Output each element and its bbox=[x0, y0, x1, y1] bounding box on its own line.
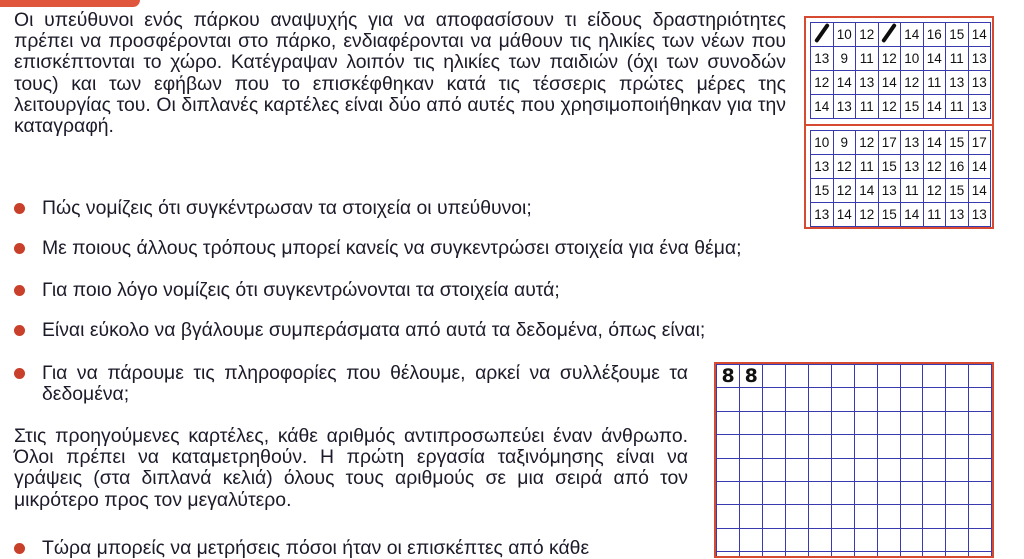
grid-cell[interactable] bbox=[763, 411, 786, 434]
grid-cell[interactable] bbox=[763, 528, 786, 551]
grid-cell[interactable] bbox=[969, 528, 992, 551]
grid-cell[interactable] bbox=[854, 458, 877, 481]
card-cell: 13 bbox=[968, 71, 991, 95]
grid-cell[interactable] bbox=[946, 458, 969, 481]
card-cell: 14 bbox=[968, 179, 991, 203]
grid-row bbox=[717, 505, 992, 528]
card-cell: 11 bbox=[856, 47, 879, 71]
grid-row bbox=[717, 365, 992, 388]
card-cell: 14 bbox=[878, 71, 901, 95]
grid-cell[interactable] bbox=[854, 505, 877, 528]
grid-cell[interactable] bbox=[877, 505, 900, 528]
grid-cell[interactable] bbox=[923, 435, 946, 458]
record-card-2 bbox=[810, 130, 991, 227]
card-cell: 13 bbox=[946, 203, 969, 227]
grid-cell[interactable] bbox=[923, 365, 946, 388]
grid-cell[interactable] bbox=[877, 481, 900, 504]
grid-cell[interactable] bbox=[831, 552, 854, 558]
grid-cell[interactable] bbox=[763, 388, 786, 411]
card-cell: 15 bbox=[901, 95, 924, 119]
grid-cell[interactable] bbox=[717, 552, 740, 558]
grid-cell[interactable] bbox=[786, 505, 809, 528]
grid-cell[interactable]: 8 bbox=[740, 365, 763, 388]
card-cell: 12 bbox=[811, 71, 834, 95]
grid-cell[interactable] bbox=[786, 528, 809, 551]
grid-cell[interactable] bbox=[969, 388, 992, 411]
card-cell: 16 bbox=[946, 155, 969, 179]
grid-cell[interactable] bbox=[900, 505, 923, 528]
card-cell: 15 bbox=[878, 203, 901, 227]
grid-cell[interactable] bbox=[831, 505, 854, 528]
grid-cell[interactable] bbox=[717, 435, 740, 458]
grid-cell[interactable] bbox=[809, 435, 832, 458]
card-cell: 14 bbox=[833, 203, 856, 227]
card-row bbox=[811, 131, 991, 155]
card-cell: 12 bbox=[878, 47, 901, 71]
grid-cell[interactable] bbox=[763, 365, 786, 388]
card-cell: 12 bbox=[833, 155, 856, 179]
grid-cell[interactable] bbox=[717, 481, 740, 504]
grid-cell[interactable] bbox=[809, 411, 832, 434]
card-cell: 15 bbox=[811, 179, 834, 203]
grid-cell[interactable] bbox=[877, 552, 900, 558]
grid-cell[interactable] bbox=[717, 505, 740, 528]
card-cell: 11 bbox=[946, 47, 969, 71]
grid-cell[interactable] bbox=[809, 388, 832, 411]
card-cell: 11 bbox=[901, 179, 924, 203]
grid-cell[interactable] bbox=[877, 528, 900, 551]
card-cell: 16 bbox=[923, 23, 946, 47]
card-cell: 12 bbox=[856, 131, 879, 155]
grid-cell[interactable] bbox=[831, 528, 854, 551]
grid-cell[interactable] bbox=[740, 411, 763, 434]
grid-cell[interactable] bbox=[900, 388, 923, 411]
grid-cell[interactable] bbox=[854, 528, 877, 551]
grid-cell[interactable] bbox=[763, 552, 786, 558]
card-cell: 11 bbox=[856, 155, 879, 179]
grid-cell[interactable] bbox=[946, 435, 969, 458]
grid-cell[interactable]: 8 bbox=[717, 365, 740, 388]
grid-cell[interactable] bbox=[763, 435, 786, 458]
card-row bbox=[811, 71, 991, 95]
bullet-dot-icon bbox=[14, 285, 25, 296]
question-text: Πώς νομίζεις ότι συγκέντρωσαν τα στοιχεία οι υπεύθυνοι; bbox=[42, 197, 532, 219]
grid-cell[interactable] bbox=[923, 505, 946, 528]
card-cell: 13 bbox=[811, 47, 834, 71]
grid-cell[interactable] bbox=[786, 458, 809, 481]
card-cell: 13 bbox=[833, 95, 856, 119]
card-cell: 15 bbox=[946, 179, 969, 203]
card-cell: 10 bbox=[901, 47, 924, 71]
question-text: Με ποιους άλλους τρόπους μπορεί κανείς να συγκεντρώσει στοιχεία για ένα θέμα; bbox=[42, 237, 742, 259]
grid-cell[interactable] bbox=[969, 505, 992, 528]
grid-cell[interactable] bbox=[969, 365, 992, 388]
grid-cell[interactable] bbox=[717, 411, 740, 434]
grid-cell[interactable] bbox=[946, 552, 969, 558]
card-cell: 12 bbox=[901, 71, 924, 95]
age-record-cards bbox=[804, 16, 994, 229]
grid-row bbox=[717, 528, 992, 551]
grid-cell[interactable] bbox=[923, 481, 946, 504]
card-cell: 17 bbox=[968, 131, 991, 155]
question-text: Για ποιο λόγο νομίζεις ότι συγκεντρώνονται τα στοιχεία αυτά; bbox=[42, 279, 560, 301]
grid-cell[interactable] bbox=[763, 481, 786, 504]
grid-cell[interactable] bbox=[740, 458, 763, 481]
card-cell: 13 bbox=[811, 155, 834, 179]
grid-cell[interactable] bbox=[831, 411, 854, 434]
card-cell: 15 bbox=[878, 155, 901, 179]
strike-mark-icon bbox=[879, 23, 899, 43]
grid-row bbox=[717, 458, 992, 481]
grid-cell[interactable] bbox=[923, 388, 946, 411]
grid-cell[interactable] bbox=[969, 481, 992, 504]
grid-cell[interactable] bbox=[763, 458, 786, 481]
card-cell: 15 bbox=[946, 131, 969, 155]
grid-cell[interactable] bbox=[854, 435, 877, 458]
grid-cell[interactable] bbox=[809, 458, 832, 481]
grid-cell[interactable] bbox=[809, 481, 832, 504]
grid-cell[interactable] bbox=[740, 435, 763, 458]
grid-cell[interactable] bbox=[877, 365, 900, 388]
card-cell: 11 bbox=[923, 203, 946, 227]
card-cell: 17 bbox=[878, 131, 901, 155]
card-cell: 13 bbox=[901, 155, 924, 179]
grid-cell[interactable] bbox=[923, 411, 946, 434]
grid-cell[interactable] bbox=[854, 365, 877, 388]
grid-cell[interactable] bbox=[831, 365, 854, 388]
grid-row bbox=[717, 481, 992, 504]
grid-cell[interactable] bbox=[946, 365, 969, 388]
card-cell: 14 bbox=[968, 155, 991, 179]
card-row bbox=[811, 23, 991, 47]
bullet-dot-icon bbox=[14, 368, 25, 379]
card-cell: 13 bbox=[856, 71, 879, 95]
grid-cell[interactable] bbox=[900, 458, 923, 481]
grid-cell[interactable] bbox=[740, 481, 763, 504]
card-row bbox=[811, 155, 991, 179]
card-cell: 11 bbox=[923, 71, 946, 95]
card-cell: 13 bbox=[968, 203, 991, 227]
grid-cell[interactable] bbox=[946, 388, 969, 411]
grid-cell[interactable] bbox=[717, 388, 740, 411]
grid-cell[interactable] bbox=[946, 481, 969, 504]
grid-cell[interactable] bbox=[900, 481, 923, 504]
card-cell: 9 bbox=[833, 47, 856, 71]
card-cell: 14 bbox=[856, 179, 879, 203]
grid-cell[interactable] bbox=[831, 388, 854, 411]
card-cell: 13 bbox=[946, 71, 969, 95]
card-cell: 14 bbox=[923, 47, 946, 71]
question-text: Για να πάρουμε τις πληροφορίες που θέλουμε, αρκεί να συλλέξουμε τα δεδομένα; bbox=[42, 362, 688, 406]
grid-cell[interactable] bbox=[831, 481, 854, 504]
card-cell: 9 bbox=[833, 131, 856, 155]
grid-cell[interactable] bbox=[946, 505, 969, 528]
bullet-dot-icon bbox=[14, 543, 25, 554]
card-cell: 14 bbox=[833, 71, 856, 95]
grid-cell[interactable] bbox=[854, 552, 877, 558]
grid-cell[interactable] bbox=[877, 411, 900, 434]
grid-row bbox=[717, 388, 992, 411]
strike-mark-icon bbox=[812, 23, 832, 43]
card-cell bbox=[811, 23, 834, 47]
card-cell: 12 bbox=[923, 155, 946, 179]
card-row bbox=[811, 95, 991, 119]
grid-cell[interactable] bbox=[900, 528, 923, 551]
card-cell: 14 bbox=[968, 23, 991, 47]
grid-cell[interactable] bbox=[786, 435, 809, 458]
grid-cell[interactable] bbox=[831, 458, 854, 481]
question-text: Τώρα μπορείς να μετρήσεις πόσοι ήταν οι επισκέπτες από κάθε bbox=[42, 537, 590, 559]
grid-cell[interactable] bbox=[946, 411, 969, 434]
grid-cell[interactable] bbox=[809, 552, 832, 558]
grid-cell[interactable] bbox=[969, 552, 992, 558]
grid-cell[interactable] bbox=[740, 528, 763, 551]
grid-cell[interactable] bbox=[877, 435, 900, 458]
card-cell: 11 bbox=[856, 95, 879, 119]
grid-cell[interactable] bbox=[717, 528, 740, 551]
bullet-dot-icon bbox=[14, 243, 25, 254]
grid-row bbox=[717, 435, 992, 458]
card-row bbox=[811, 179, 991, 203]
card-cell: 13 bbox=[878, 179, 901, 203]
grid-cell[interactable] bbox=[740, 552, 763, 558]
grid-cell[interactable] bbox=[717, 458, 740, 481]
grid-cell[interactable] bbox=[946, 528, 969, 551]
grid-cell[interactable] bbox=[740, 505, 763, 528]
sorting-grid bbox=[714, 362, 994, 558]
grid-cell[interactable] bbox=[809, 528, 832, 551]
card-cell: 14 bbox=[923, 95, 946, 119]
grid-cell[interactable] bbox=[900, 411, 923, 434]
intro-paragraph: Οι υπεύθυνοι ενός πάρκου αναψυχής για να αποφασίσουν τι είδους δραστηριότητες πρέπει να προσφέρονται στο πάρκο, ενδιαφέρονται να μάθουν τις ηλικίες των νέων που επισκέπτονται το χώρο. Κατέγραψαν λοιπόν τις ηλικίες των παιδιών (όχι των συνοδών τους) και των εφήβων που το επισκέφθηκαν κατά τις τέσσερις πρώτες μέρες της λειτουργίας του. Οι διπλανές καρτέλες είναι δύο από αυτές που χρησιμοποιήθηκαν για την καταγραφή. bbox=[14, 9, 786, 138]
card-cell: 12 bbox=[923, 179, 946, 203]
grid-cell[interactable] bbox=[809, 505, 832, 528]
card-row bbox=[811, 203, 991, 227]
card-cell: 12 bbox=[878, 95, 901, 119]
card-divider bbox=[806, 124, 992, 126]
question-text: Είναι εύκολο να βγάλουμε συμπεράσματα από αυτά τα δεδομένα, όπως είναι; bbox=[42, 319, 706, 341]
card-cell: 13 bbox=[968, 47, 991, 71]
card-cell: 14 bbox=[923, 131, 946, 155]
grid-cell[interactable] bbox=[969, 411, 992, 434]
card-cell bbox=[878, 23, 901, 47]
instruction-paragraph: Στις προηγούμενες καρτέλες, κάθε αριθμός αντιπροσωπεύει έναν άνθρωπο. Όλοι πρέπει να καταμετρηθούν. Η πρώτη εργασία ταξινόμησης είναι να γράψεις (στα διπλανά κελιά) όλους τους αριθμούς σε μια σειρά από τον μικρότερο προς τον μεγαλύτερο. bbox=[14, 425, 688, 511]
grid-cell[interactable] bbox=[923, 528, 946, 551]
grid-row bbox=[717, 411, 992, 434]
card-cell: 12 bbox=[833, 179, 856, 203]
grid-cell[interactable] bbox=[877, 458, 900, 481]
top-accent-bar bbox=[0, 0, 140, 7]
grid-cell[interactable] bbox=[809, 365, 832, 388]
grid-cell[interactable] bbox=[740, 388, 763, 411]
grid-cell[interactable] bbox=[786, 411, 809, 434]
grid-row bbox=[717, 552, 992, 558]
card-cell: 15 bbox=[946, 23, 969, 47]
record-card-1 bbox=[810, 22, 991, 119]
card-cell: 12 bbox=[856, 23, 879, 47]
card-cell: 13 bbox=[811, 203, 834, 227]
card-cell: 14 bbox=[901, 203, 924, 227]
sorting-grid-cells bbox=[716, 364, 992, 558]
grid-cell[interactable] bbox=[923, 458, 946, 481]
card-cell: 13 bbox=[901, 131, 924, 155]
card-row bbox=[811, 47, 991, 71]
grid-cell[interactable] bbox=[854, 388, 877, 411]
grid-cell[interactable] bbox=[969, 458, 992, 481]
card-cell: 14 bbox=[901, 23, 924, 47]
card-cell: 10 bbox=[811, 131, 834, 155]
grid-cell[interactable] bbox=[900, 552, 923, 558]
grid-cell[interactable] bbox=[786, 388, 809, 411]
grid-cell[interactable] bbox=[923, 552, 946, 558]
grid-cell[interactable] bbox=[854, 481, 877, 504]
card-cell: 12 bbox=[856, 203, 879, 227]
card-cell: 13 bbox=[968, 95, 991, 119]
bullet-dot-icon bbox=[14, 325, 25, 336]
grid-cell[interactable] bbox=[969, 435, 992, 458]
grid-cell[interactable] bbox=[900, 365, 923, 388]
grid-cell[interactable] bbox=[786, 365, 809, 388]
grid-cell[interactable] bbox=[763, 505, 786, 528]
grid-cell[interactable] bbox=[831, 435, 854, 458]
grid-cell[interactable] bbox=[786, 481, 809, 504]
grid-cell[interactable] bbox=[900, 435, 923, 458]
card-cell: 10 bbox=[833, 23, 856, 47]
card-cell: 14 bbox=[811, 95, 834, 119]
grid-cell[interactable] bbox=[854, 411, 877, 434]
grid-cell[interactable] bbox=[877, 388, 900, 411]
bullet-dot-icon bbox=[14, 203, 25, 214]
grid-cell[interactable] bbox=[786, 552, 809, 558]
card-cell: 11 bbox=[946, 95, 969, 119]
